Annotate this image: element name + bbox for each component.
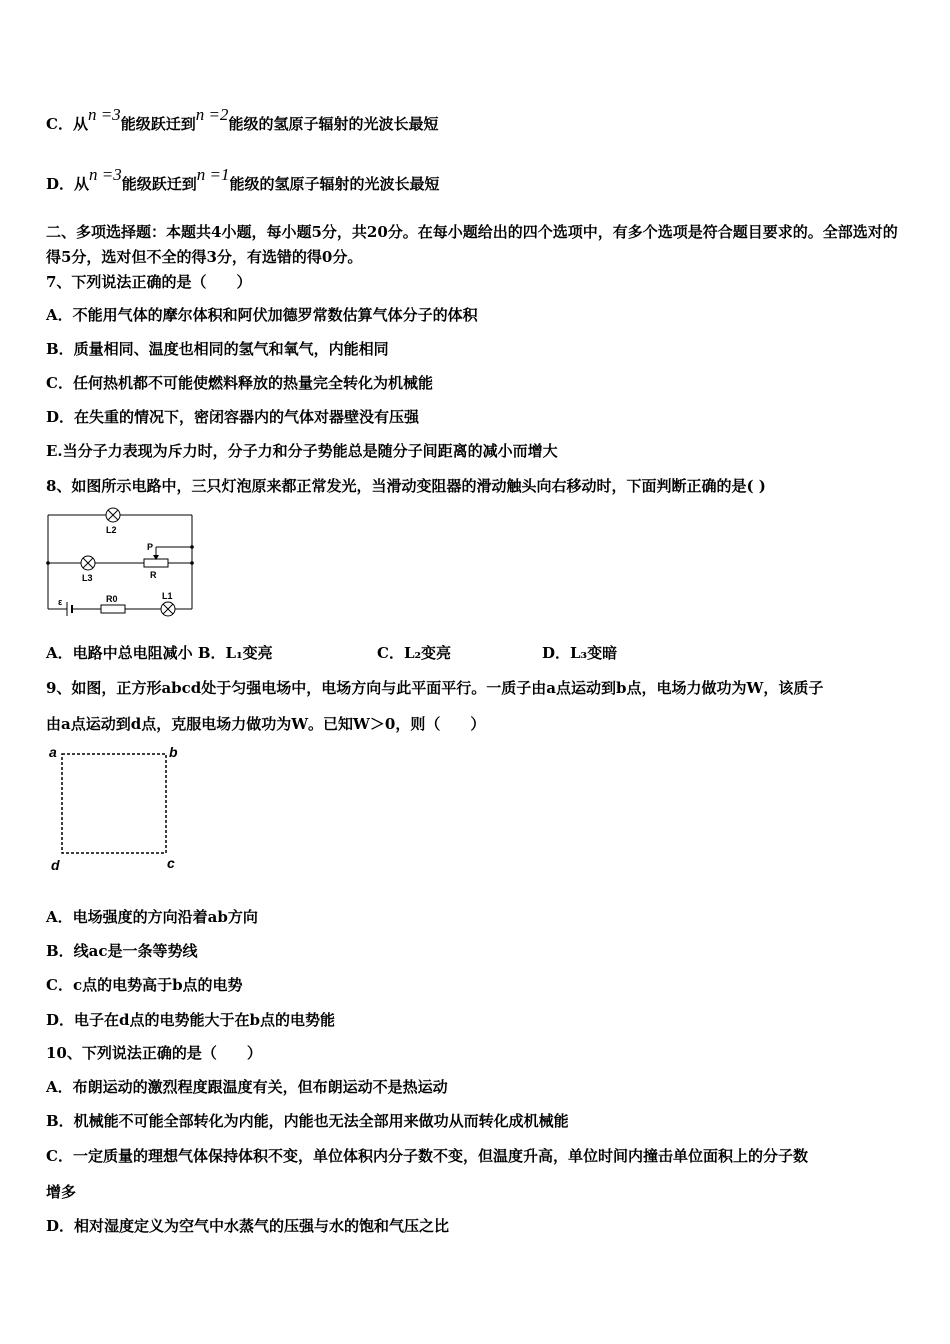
circuit-diagram — [40, 503, 205, 621]
question-7-option-a: A．不能用气体的摩尔体积和阿伏加德罗常数估算气体分子的体积 — [46, 306, 478, 324]
question-8-option-b: B．L₁变亮 — [197, 644, 273, 662]
question-9-option-c: C．c点的电势高于b点的电势 — [46, 976, 243, 994]
question-7-option-e: E.当分子力表现为斥力时，分子力和分子势能总是随分子间距离的减小而增大 — [46, 442, 558, 460]
question-8: 8、如图所示电路中，三只灯泡原来都正常发光，当滑动变阻器的滑动触头向右移动时，下面判断正确的是( ) — [46, 477, 766, 495]
question-10-option-b: B．机械能不可能全部转化为内能，内能也无法全部用来做功从而转化成机械能 — [46, 1112, 569, 1130]
lamp-l1-icon — [161, 602, 175, 616]
vertex-c: c — [167, 855, 175, 871]
question-7-option-b: B．质量相同、温度也相同的氢气和氧气，内能相同 — [46, 340, 389, 358]
question-7-option-d: D．在失重的情况下，密闭容器内的气体对器壁没有压强 — [46, 408, 420, 426]
option-c-line — [46, 105, 439, 134]
question-9-option-a: A．电场强度的方向沿着ab方向 — [46, 908, 258, 926]
option-c-n-to: n =2 — [195, 105, 229, 124]
question-10-option-d: D．相对湿度定义为空气中水蒸气的压强与水的饱和气压之比 — [46, 1217, 450, 1235]
option-c-prefix: C．从 — [46, 115, 88, 133]
label-l3: L3 — [82, 573, 93, 583]
label-p: P — [147, 542, 154, 552]
option-d-line — [46, 165, 440, 194]
square-diagram — [45, 740, 185, 875]
question-10: 10、下列说法正确的是（ ） — [46, 1044, 262, 1062]
question-10-option-c-line-1: C．一定质量的理想气体保持体积不变，单位体积内分子数不变，但温度升高，单位时间内撞击单位面积上的分子数 — [46, 1147, 808, 1165]
vertex-d: d — [51, 857, 60, 873]
option-c-mid: 能级跃迁到 — [120, 115, 196, 133]
lamp-l3-icon — [81, 556, 95, 570]
question-8-option-d: D．L₃变暗 — [542, 644, 618, 662]
rheostat-icon — [144, 559, 168, 567]
label-emf: ε — [58, 597, 63, 607]
resistor-r0-icon — [101, 605, 125, 613]
label-r0: R0 — [106, 594, 118, 604]
question-8-options — [46, 643, 618, 663]
question-8-option-a: A．电路中总电阻减小 — [46, 644, 193, 662]
option-d-mid: 能级跃迁到 — [121, 175, 197, 193]
vertex-a: a — [49, 744, 57, 760]
question-7: 7、下列说法正确的是（ ） — [46, 273, 252, 291]
question-10-option-c-line-2: 增多 — [46, 1183, 77, 1201]
option-d-suffix: 能级的氢原子辐射的光波长最短 — [229, 175, 440, 193]
question-9-option-d: D．电子在d点的电势能大于在b点的电势能 — [46, 1011, 335, 1029]
question-7-option-c: C．任何热机都不可能使燃料释放的热量完全转化为机械能 — [46, 374, 433, 392]
lamp-l2-icon — [106, 508, 120, 522]
option-d-n-to: n =1 — [196, 165, 230, 184]
question-9-line-2: 由a点运动到d点，克服电场力做功为W。已知W＞0，则（ ） — [46, 715, 486, 733]
option-d-n-from: n =3 — [89, 165, 122, 184]
question-10-option-a: A．布朗运动的激烈程度跟温度有关，但布朗运动不是热运动 — [46, 1078, 448, 1096]
question-8-option-c: C．L₂变亮 — [377, 644, 452, 662]
option-d-prefix: D．从 — [46, 175, 90, 193]
label-l2: L2 — [106, 525, 117, 535]
question-9-option-b: B．线ac是一条等势线 — [46, 942, 198, 960]
option-c-suffix: 能级的氢原子辐射的光波长最短 — [228, 115, 439, 133]
battery-icon — [67, 602, 72, 616]
option-c-n-from: n =3 — [87, 105, 121, 124]
section-2-heading: 二、多项选择题：本题共4小题，每小题5分，共20分。在每小题给出的四个选项中，有多个选项是符合题目要求的。全部选对的得5分，选对但不全的得3分，有选错的得0分。 — [46, 223, 898, 266]
question-9-line-1: 9、如图，正方形abcd处于匀强电场中，电场方向与此平面平行。一质子由a点运动到b点，电场力做功为W，该质子 — [46, 679, 824, 697]
label-l1: L1 — [162, 591, 173, 601]
label-r: R — [150, 570, 157, 580]
vertex-b: b — [169, 744, 178, 760]
